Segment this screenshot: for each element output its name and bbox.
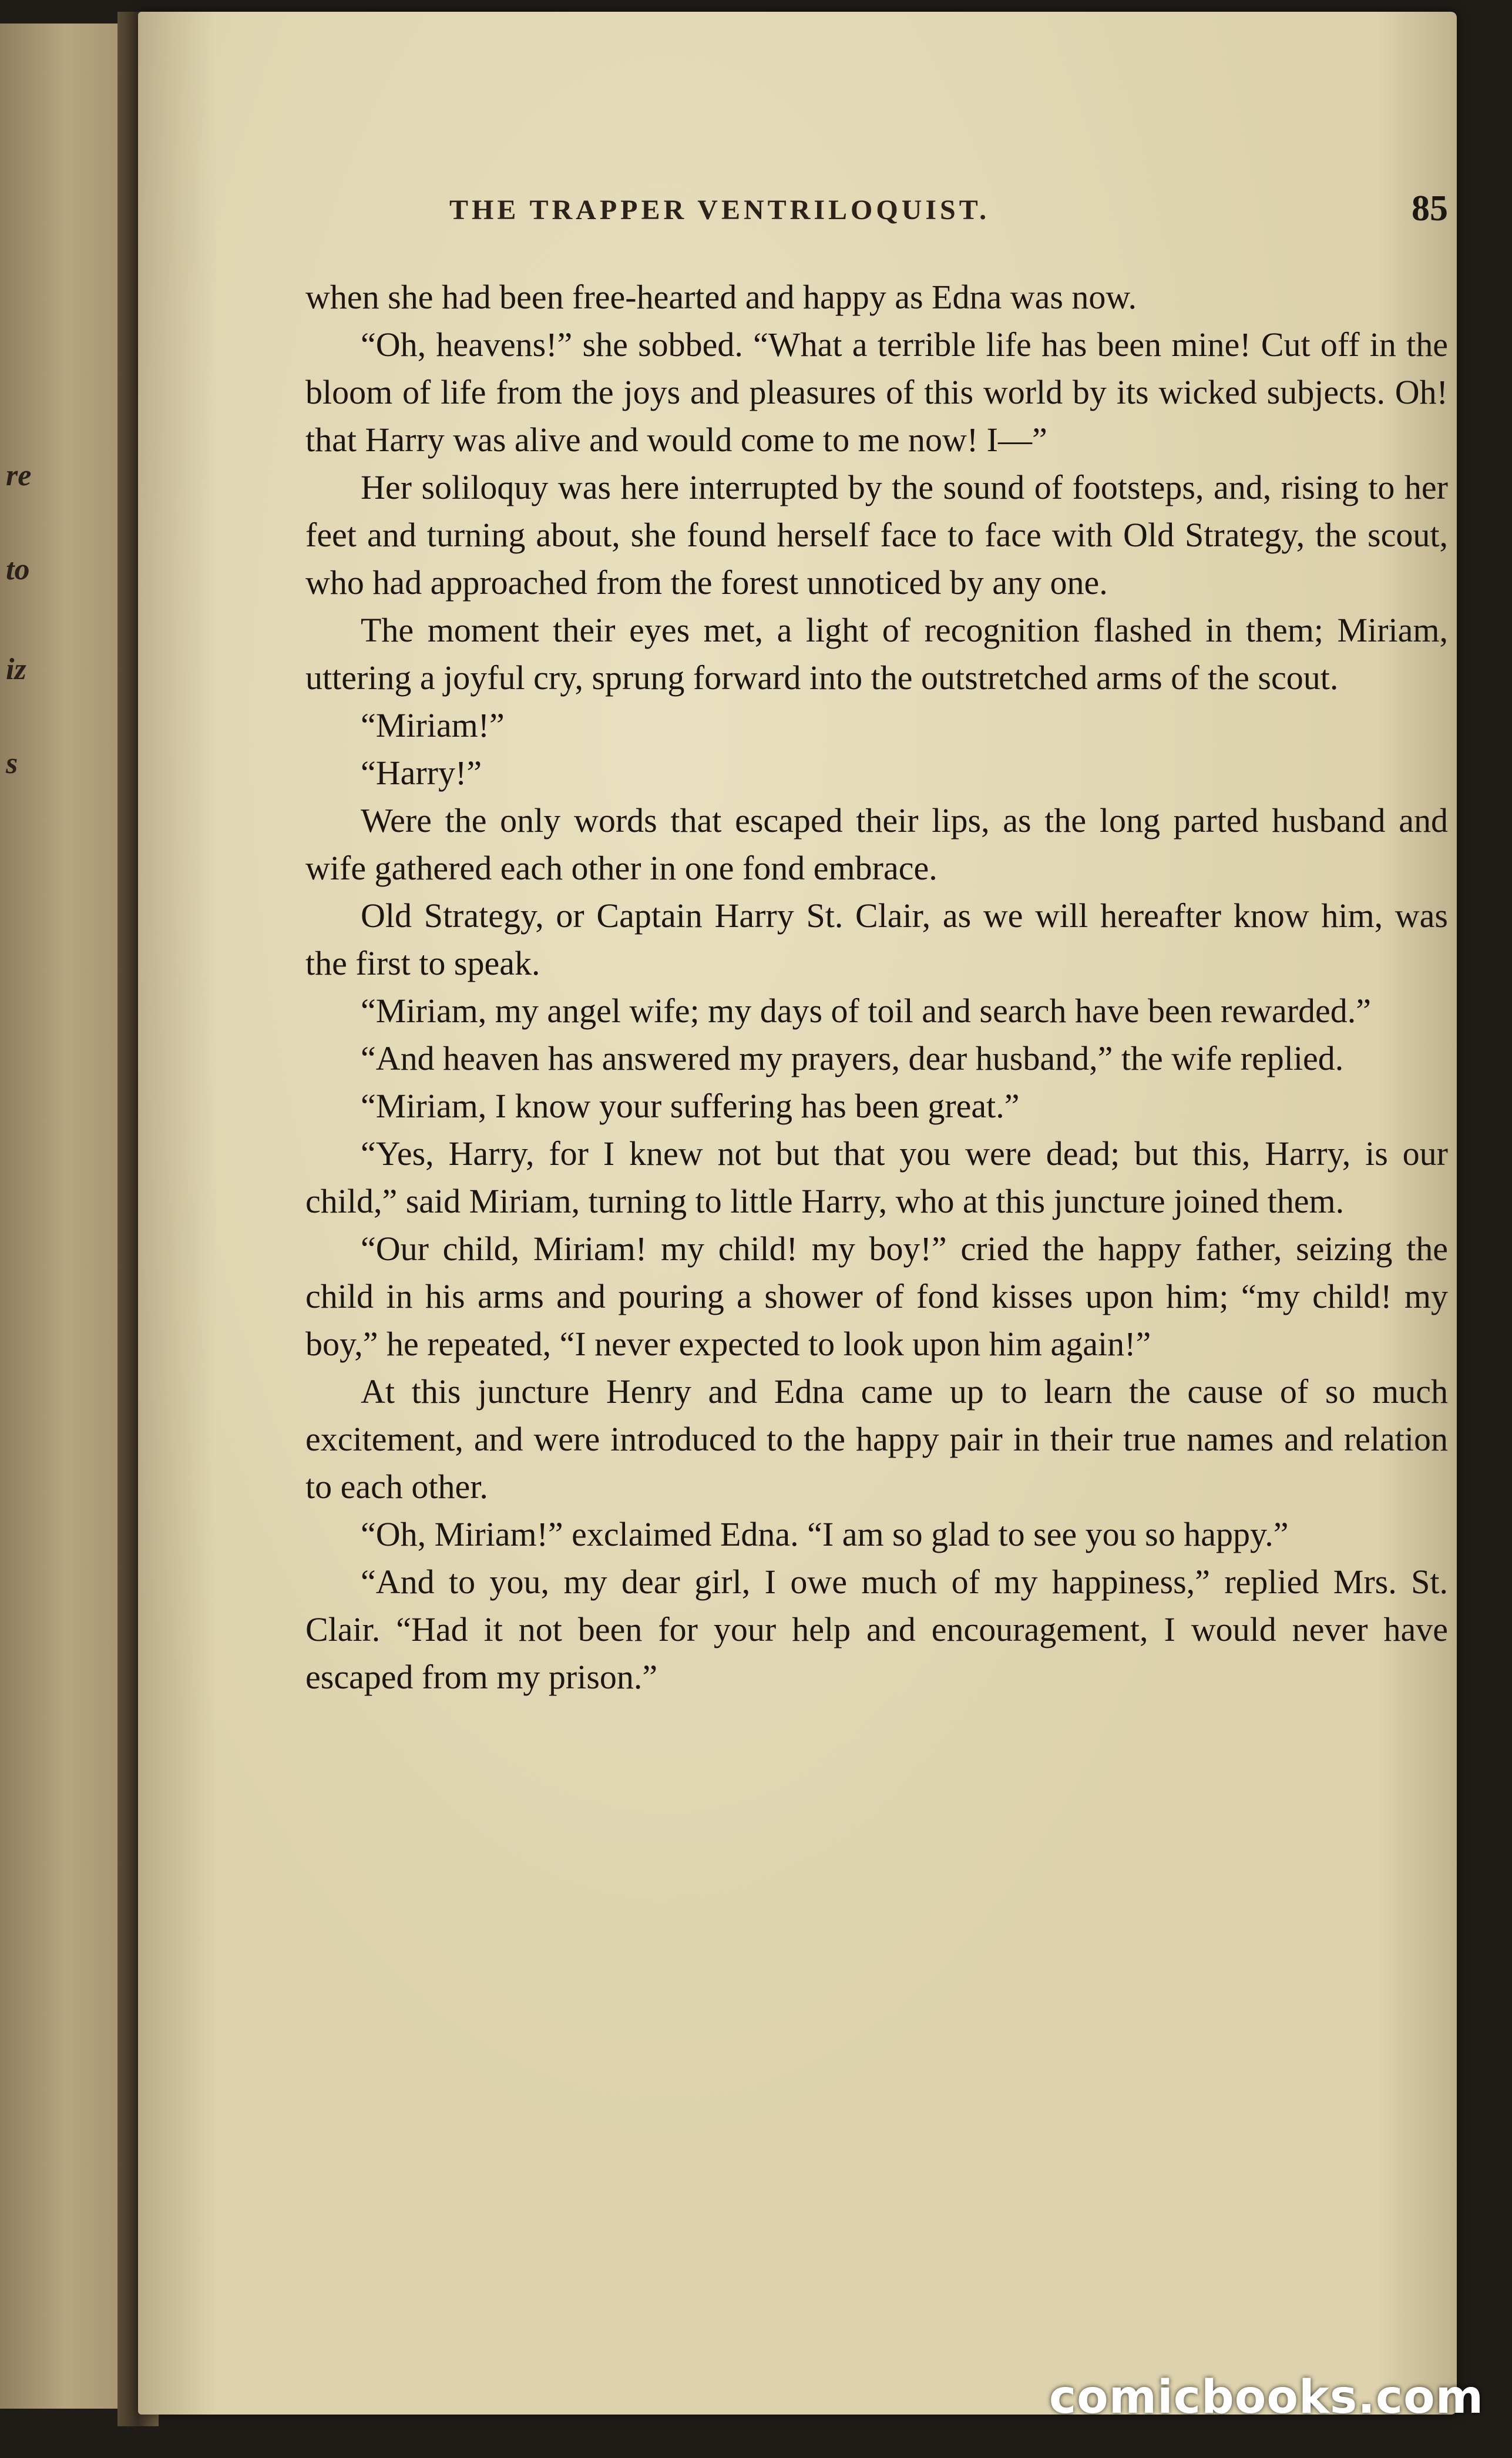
facing-page-fragment: to [6,553,30,586]
paragraph: “Oh, Miriam!” exclaimed Edna. “I am so glad to see you so happy.” [361,1515,1289,1553]
running-title: THE TRAPPER VENTRILOQUIST. [449,194,990,226]
paragraph: Old Strategy, or Captain Harry St. Clair, as we will hereafter know him, was the first to speak. [305,896,1448,982]
paragraph: “And heaven has answered my prayers, dear husband,” the wife replied. [361,1039,1344,1077]
paragraph: “Our child, Miriam! my child! my boy!” cried the happy father, seizing the child in his arms and pouring a shower of fond kisses upon him; “my child! my boy,” he repeated, “I never expected to look upon him again!” [305,1230,1448,1363]
paragraph: “Oh, heavens!” she sobbed. “What a terrible life has been mine! Cut off in the bloom of life from the joys and pleasures of this world by its wicked subjects. Oh! that Harry was alive and would come to me now! I—” [305,325,1448,459]
body-text [305,273,1448,1701]
paragraph: “Harry!” [361,754,482,792]
book-page [138,12,1457,2415]
paragraph: “And to you, my dear girl, I owe much of my happiness,” replied Mrs. St. Clair. “Had it not been for your help and encouragement, I would never have escaped from my prison.” [305,1563,1448,1696]
paragraph: “Miriam, I know your suffering has been great.” [361,1087,1020,1125]
paragraph: when she had been free-hearted and happy as Edna was now. [305,278,1137,316]
facing-page-fragment: iz [6,653,26,686]
paragraph: At this juncture Henry and Edna came up to learn the cause of so much excitement, and were introduced to the happy pair in their true names and relation to each other. [305,1372,1448,1506]
paragraph: “Miriam!” [361,706,505,744]
paragraph: “Yes, Harry, for I knew not but that you were dead; but this, Harry, is our child,” said Miriam, turning to little Harry, who at this juncture joined them. [305,1134,1448,1220]
facing-page-fragment: re [6,459,32,492]
paragraph: Were the only words that escaped their lips, as the long parted husband and wife gathered each other in one fond embrace. [305,801,1448,887]
page-number: 85 [1412,189,1448,229]
paragraph: “Miriam, my angel wife; my days of toil and search have been rewarded.” [361,992,1372,1030]
facing-page-fragment: s [6,747,18,780]
paragraph: The moment their eyes met, a light of recognition flashed in them; Miriam, uttering a joyful cry, sprung forward into the outstretched arms of the scout. [305,611,1448,697]
paragraph: Her soliloquy was here interrupted by the sound of footsteps, and, rising to her feet and turning about, she found herself face to face with Old Strategy, the scout, who had approached from the forest unnoticed by any one. [305,468,1448,602]
page-header [449,188,1448,241]
watermark-logo: comicbooks.com [1049,2371,1484,2424]
